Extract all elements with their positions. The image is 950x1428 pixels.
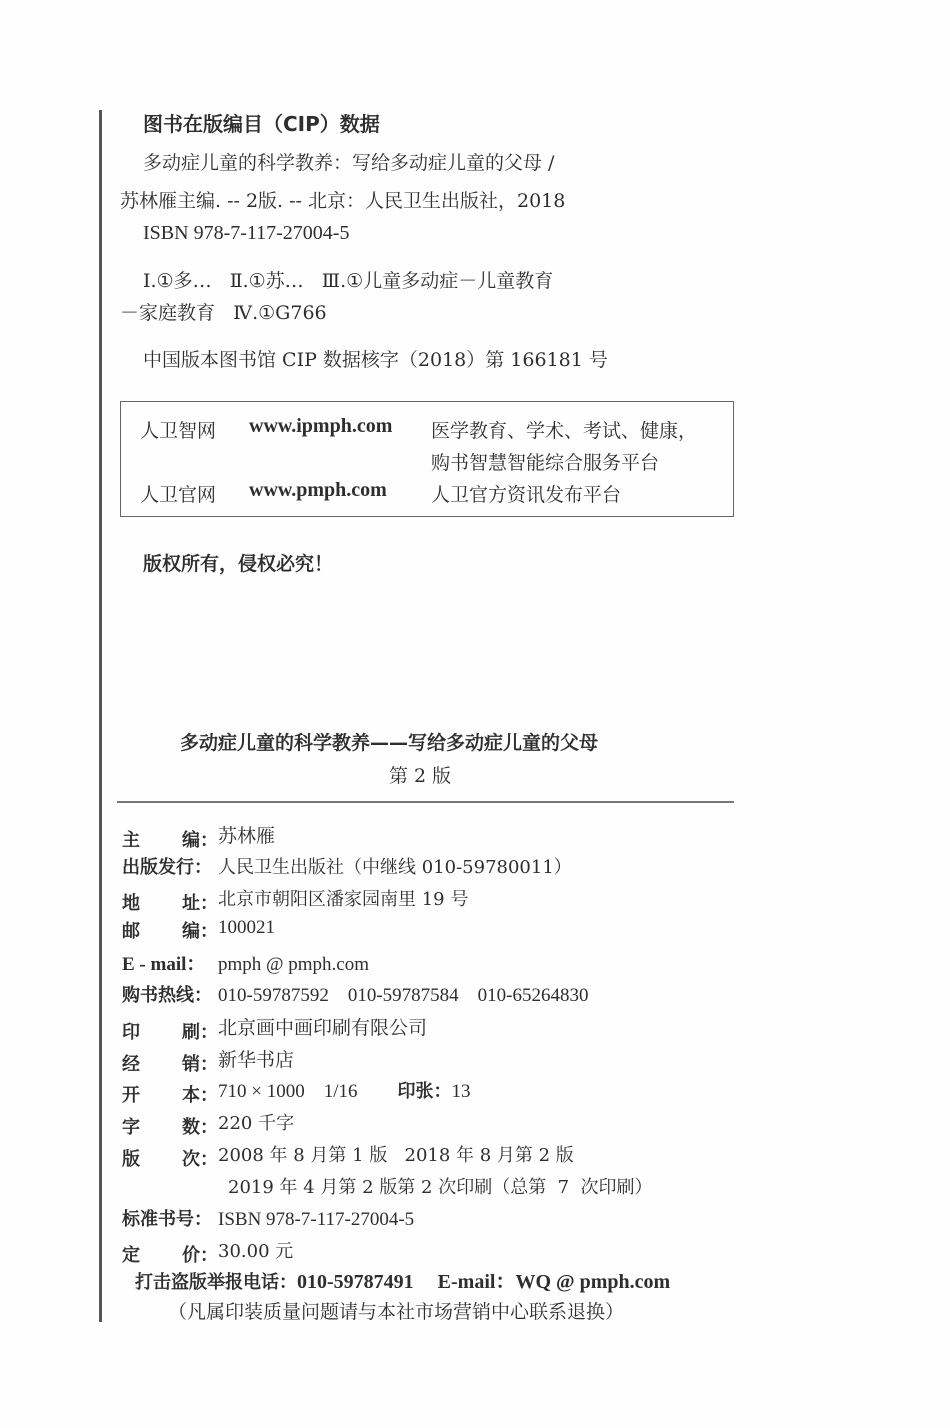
site-desc: 医学教育、学术、考试、健康，: [431, 420, 698, 442]
colophon-editions: 版 次： 2008 年 8 月第 1 版 2018 年 8 月第 2 版: [122, 1141, 574, 1167]
colophon-email: E - mail： pmph @ pmph.com: [122, 954, 370, 975]
editor-value: 苏林雁: [218, 826, 276, 847]
cip-line-verification: 中国版本图书馆 CIP 数据核字（2018）第 166181 号: [143, 349, 608, 371]
colophon-postcode: 邮 编： 100021: [122, 917, 275, 942]
site-name: 人卫官网: [140, 484, 217, 506]
piracy-phone: 010-59787491: [297, 1271, 414, 1293]
format-value: 710 × 1000 1/16: [218, 1081, 358, 1102]
infobox-row-ipmph: [140, 416, 216, 443]
editions-value: 2008 年 8 月第 1 版 2018 年 8 月第 2 版: [218, 1145, 574, 1166]
colophon-editions-cont: [228, 1173, 653, 1199]
site-url-ipmph[interactable]: www.ipmph.com: [249, 415, 393, 437]
cip-title: 图书在版编目（CIP）数据: [143, 112, 380, 136]
colophon-wordcount: 字 数： 220 千字: [122, 1109, 294, 1135]
cip-line-classification: Ⅰ.①多… Ⅱ.①苏… Ⅲ.①儿童多动症－儿童教育: [143, 270, 554, 292]
divider: [117, 801, 734, 803]
colophon-format: 开 本： 710 × 1000 1/16 印张： 13: [122, 1077, 471, 1103]
cip-line-title: 多动症儿童的科学教养：写给多动症儿童的父母 /: [143, 152, 555, 174]
colophon-address: 地 址： 北京市朝阳区潘家园南里 19 号: [122, 885, 468, 911]
colophon-printer: 印 刷： 北京画中画印刷有限公司: [122, 1013, 427, 1040]
site-name: 人卫智网: [140, 420, 217, 442]
quality-return-note: （凡属印装质量问题请与本社市场营销中心联系退换）: [168, 1301, 625, 1323]
site-url-pmph[interactable]: www.pmph.com: [249, 479, 387, 501]
site-desc: 人卫官方资讯发布平台: [431, 484, 622, 506]
colophon-distributor: 经 销： 新华书店: [122, 1045, 294, 1072]
cip-line-isbn: ISBN 978-7-117-27004-5: [143, 222, 350, 244]
copyright-notice: 版权所有，侵权必究！: [143, 553, 334, 575]
infobox-row-pmph: [140, 480, 216, 507]
piracy-email[interactable]: WQ @ pmph.com: [515, 1271, 671, 1293]
cip-line-classification-cont: －家庭教育 Ⅳ.①G766: [120, 302, 327, 324]
postcode-value: 100021: [218, 917, 275, 938]
site-desc-cont: 购书智慧智能综合服务平台: [431, 452, 660, 474]
sheets-label: 印张：: [397, 1081, 452, 1102]
address-value: 北京市朝阳区潘家园南里 19 号: [218, 889, 469, 910]
book-title: 多动症儿童的科学教养——写给多动症儿童的父母: [180, 732, 599, 754]
book-edition: 第 2 版: [389, 765, 452, 787]
printing-value: 2019 年 4 月第 2 版第 2 次印刷（总第 7 次印刷）: [228, 1177, 653, 1198]
distributor-value: 新华书店: [218, 1050, 295, 1071]
anti-piracy-line: 打击盗版举报电话：010-59787491 E-mail：WQ @ pmph.com: [135, 1271, 671, 1293]
website-info-box: [120, 401, 734, 517]
isbn-value: ISBN 978-7-117-27004-5: [218, 1209, 415, 1230]
colophon-hotline: 购书热线： 010-59787592 010-59787584 010-65264830: [122, 985, 589, 1006]
printer-value: 北京画中画印刷有限公司: [218, 1018, 428, 1039]
publisher-value: 人民卫生出版社（中继线 010-59780011）: [218, 857, 572, 878]
colophon-editor: 主 编： 苏林雁: [122, 821, 275, 848]
colophon-price: 定 价： 30.00 元: [122, 1237, 293, 1263]
wordcount-value: 220 千字: [218, 1113, 295, 1134]
hotline-value: 010-59787592 010-59787584 010-65264830: [218, 985, 589, 1006]
email-value[interactable]: pmph @ pmph.com: [218, 954, 370, 975]
margin-rule: [99, 110, 102, 1322]
price-value: 30.00 元: [218, 1241, 294, 1262]
cip-line-editor: 苏林雁主编. -- 2版. -- 北京：人民卫生出版社，2018: [120, 190, 566, 212]
colophon-publisher: 出版发行： 人民卫生出版社（中继线 010-59780011）: [122, 853, 572, 879]
colophon-isbn: 标准书号： ISBN 978-7-117-27004-5: [122, 1209, 415, 1230]
sheets-value: 13: [451, 1081, 471, 1102]
